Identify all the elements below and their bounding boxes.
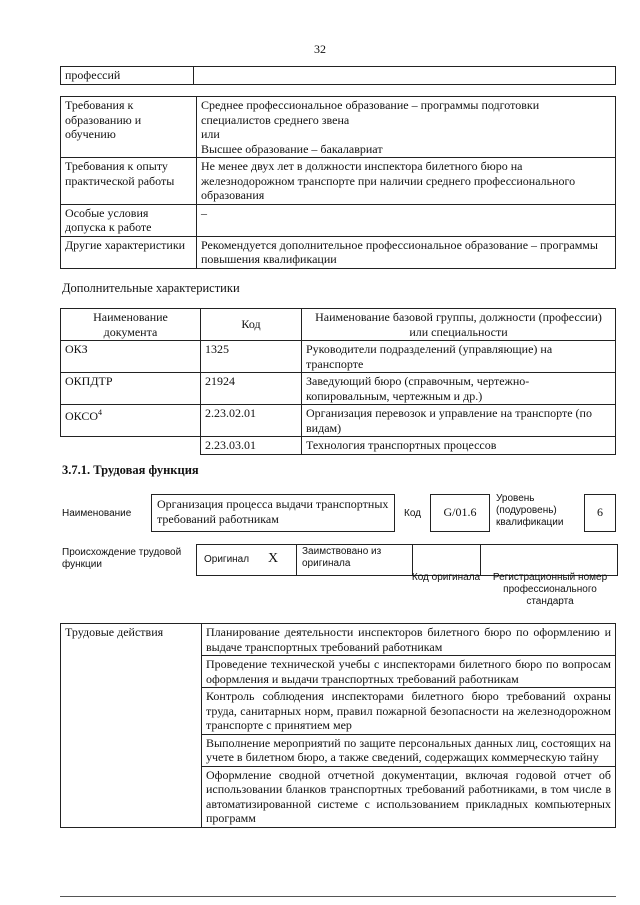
origin-divider: [296, 544, 297, 575]
code-value: G/01.6: [443, 505, 477, 519]
top-table-value: [194, 67, 616, 85]
req-line: или: [201, 127, 220, 141]
origin-divider: [480, 544, 481, 575]
function-name-value: Организация процесса выдачи транспортных требований работникам: [157, 497, 389, 526]
page-bottom-rule: [60, 896, 616, 897]
page-number: 32: [314, 42, 326, 56]
table-row: [61, 204, 616, 236]
req-value: –: [197, 204, 616, 236]
origin-label: Происхождение трудовой функции: [62, 547, 182, 570]
table-row: [61, 236, 616, 268]
req-line: Высшее образование – бакалавриат: [201, 141, 383, 156]
cell-name: Технология транспортных процессов: [302, 437, 616, 455]
top-table: [60, 66, 616, 85]
action-item: Выполнение мероприятий по защите персональных данных лиц, состоящих на учете в билетном бюро, а также сведений, содержащих коммерческую тайну: [202, 734, 616, 766]
cell-name: Организация перевозок и управление на транспорте (по видам): [302, 405, 616, 437]
header-name: Наименование базовой группы, должности (профессии) или специальности: [302, 309, 616, 341]
table-row: [61, 67, 616, 85]
origin-divider: [412, 544, 413, 575]
cell-code: 2.23.02.01: [201, 405, 302, 437]
cell-document: [61, 405, 201, 437]
header-document: Наименование документа: [61, 309, 201, 341]
table-row: [61, 437, 616, 455]
doc-text: ОКПДТР: [65, 374, 113, 388]
table-header-row: [61, 309, 616, 341]
requirements-table: [60, 96, 616, 269]
cell-document: [61, 437, 201, 455]
code-box: [430, 494, 490, 532]
req-value: [197, 97, 616, 158]
function-name-box: [151, 494, 395, 532]
req-label: Особые условия допуска к работе: [61, 204, 197, 236]
additional-table: [60, 308, 616, 455]
additional-title: Дополнительные характеристики: [62, 281, 240, 295]
doc-text: ОКСО: [65, 409, 99, 423]
req-label: Другие характеристики: [61, 236, 197, 268]
action-item: Оформление сводной отчетной документации, включая годовой отчет об использовании бланков транспортных требований работниками, в том числе в автоматизированной системе с использованием прикладных компьютерных программ: [202, 766, 616, 827]
name-label: Наименование: [62, 508, 132, 519]
action-item: Проведение технической учебы с инспекторами билетного бюро по вопросам оформления и выдачи транспортных требований работникам: [202, 656, 616, 688]
table-row: [61, 405, 616, 437]
req-line: Среднее профессиональное образование – программы подготовки специалистов среднего звена: [201, 98, 540, 127]
function-heading: 3.7.1. Трудовая функция: [62, 463, 199, 477]
table-row: [61, 624, 616, 656]
code-original-label: Код оригинала: [411, 572, 481, 583]
header-code: Код: [201, 309, 302, 341]
req-value: Рекомендуется дополнительное профессиональное образование – программы повышения квалификации: [197, 236, 616, 268]
cell-name: Заведующий бюро (справочным, чертежно-копировальным, чертежным и др.): [302, 373, 616, 405]
doc-text: ОКЗ: [65, 342, 88, 356]
original-mark: X: [268, 551, 279, 566]
cell-document: [61, 373, 201, 405]
table-row: [61, 341, 616, 373]
table-row: [61, 373, 616, 405]
cell-code: 1325: [201, 341, 302, 373]
borrowed-label: Заимствовано из оригинала: [302, 546, 382, 569]
top-table-label: профессий: [61, 67, 194, 85]
table-row: [61, 158, 616, 205]
action-item: Контроль соблюдения инспекторами билетного бюро требований охраны труда, санитарных норм, правил пожарной безопасности на железнодорожном транспорте с принятием мер: [202, 688, 616, 735]
table-row: [61, 97, 616, 158]
req-value: Не менее двух лет в должности инспектора билетного бюро на железнодорожном транспорте при наличии среднего профессионального образования: [197, 158, 616, 205]
footnote-mark: 4: [98, 408, 103, 417]
action-item: Планирование деятельности инспекторов билетного бюро по оформлению и выдаче транспортных требований работникам: [202, 624, 616, 656]
code-label: Код: [404, 508, 422, 519]
level-box: [584, 494, 616, 532]
level-label: Уровень (подуровень) квалификации: [496, 493, 564, 528]
level-value: 6: [597, 505, 603, 519]
req-label: Требования к образованию и обучению: [61, 97, 197, 158]
req-label: Требования к опыту практической работы: [61, 158, 197, 205]
cell-document: [61, 341, 201, 373]
cell-code: 2.23.03.01: [201, 437, 302, 455]
actions-label: Трудовые действия: [61, 624, 202, 828]
actions-table: [60, 623, 616, 828]
original-label: Оригинал: [204, 554, 250, 565]
reg-number-label: Регистрационный номер профессионального стандарта: [492, 572, 608, 607]
cell-code: 21924: [201, 373, 302, 405]
cell-name: Руководители подразделений (управляющие) на транспорте: [302, 341, 616, 373]
